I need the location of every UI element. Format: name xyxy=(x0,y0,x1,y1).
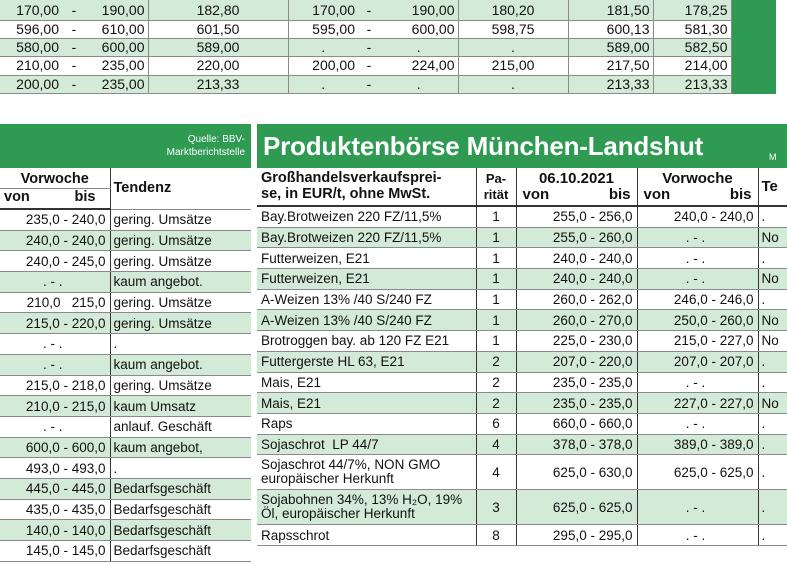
current-price-cell: 625,0 - 630,0 xyxy=(516,455,637,490)
price-cell: 596,00 xyxy=(0,21,62,39)
paritaet-cell: 2 xyxy=(476,351,516,372)
range-cell: 240,0 - 245,0 xyxy=(0,251,110,272)
product-cell: Sojabohnen 34%, 13% H₂O, 19% Öl, europäischer Herkunft xyxy=(257,490,476,525)
paritaet-cell: 1 xyxy=(476,269,516,290)
price-cell: 220,00 xyxy=(148,57,288,75)
table-row xyxy=(257,227,787,248)
prev-price-cell: 389,0 - 389,0 xyxy=(637,434,758,455)
tendenz-cell: gering. Umsätze xyxy=(110,230,251,251)
paritaet-cell: 1 xyxy=(476,248,516,269)
price-cell: . xyxy=(380,75,458,93)
source-note: Quelle: BBV- Marktberichtstelle xyxy=(166,134,245,158)
tendenz-cell: No xyxy=(758,393,787,414)
tendenz-cell: kaum angebot, xyxy=(110,437,251,458)
paritaet-cell: 1 xyxy=(476,289,516,310)
table-row xyxy=(0,354,251,375)
table-row xyxy=(257,525,787,546)
tendenz-cell: gering. Umsätze xyxy=(110,313,251,334)
table-row xyxy=(0,251,251,272)
price-cell: 580,00 xyxy=(0,39,62,57)
prev-price-cell: 240,0 - 240,0 xyxy=(637,206,758,227)
tendenz-cell: anlauf. Geschäft xyxy=(110,416,251,437)
tendenz-cell: No xyxy=(758,310,787,331)
tendenz-cell: . xyxy=(758,289,787,310)
prev-price-cell: . - . xyxy=(637,248,758,269)
table-row xyxy=(257,248,787,269)
vorwoche-header: Vorwoche xyxy=(0,168,110,189)
product-cell: Rapsschrot xyxy=(257,525,476,546)
range-cell: 210,0 - 215,0 xyxy=(0,396,110,417)
price-cell: 178,25 xyxy=(653,0,731,21)
price-cell: 213,33 xyxy=(568,75,653,93)
price-cell: . xyxy=(380,39,458,57)
price-cell: 598,75 xyxy=(458,21,568,39)
paritaet-cell: 4 xyxy=(476,434,516,455)
muenchen-price-table xyxy=(257,168,787,546)
von-header: von xyxy=(4,189,30,205)
table-row xyxy=(0,230,251,251)
current-price-cell: 207,0 - 220,0 xyxy=(516,351,637,372)
price-cell: - xyxy=(358,21,380,39)
prev-price-cell: . - . xyxy=(637,269,758,290)
range-cell: 145,0 - 145,0 xyxy=(0,541,110,562)
product-cell: Mais, E21 xyxy=(257,393,476,414)
bis-header: bis xyxy=(74,189,96,205)
von-bis-header xyxy=(0,189,110,210)
tendenz-cell: kaum angebot. xyxy=(110,354,251,375)
range-cell: . - . xyxy=(0,272,110,293)
vorwoche-header: Vorwoche von bis xyxy=(637,168,758,206)
price-cell: - xyxy=(62,0,86,21)
price-cell: 600,13 xyxy=(568,21,653,39)
range-cell: 493,0 - 493,0 xyxy=(0,458,110,479)
prev-price-cell: 215,0 - 227,0 xyxy=(637,331,758,352)
header-row xyxy=(257,168,787,206)
paritaet-cell: 3 xyxy=(476,490,516,525)
tendenz-cell: . xyxy=(758,351,787,372)
prev-price-cell: 625,0 - 625,0 xyxy=(637,455,758,490)
table-row xyxy=(257,393,787,414)
price-cell: 582,50 xyxy=(653,39,731,57)
table-row xyxy=(0,437,251,458)
price-cell: - xyxy=(62,39,86,57)
green-edge xyxy=(731,57,776,75)
range-cell: 215,0 - 220,0 xyxy=(0,313,110,334)
current-price-cell: 660,0 - 660,0 xyxy=(516,413,637,434)
range-cell: 435,0 - 435,0 xyxy=(0,499,110,520)
panel-title: Produktenbörse München-Landshut xyxy=(263,131,704,161)
paritaet-cell: 4 xyxy=(476,455,516,490)
prev-price-cell: 250,0 - 260,0 xyxy=(637,310,758,331)
prev-price-cell: 246,0 - 246,0 xyxy=(637,289,758,310)
left-panel-banner xyxy=(0,124,251,168)
table-row xyxy=(0,520,251,541)
current-price-cell: 225,0 - 230,0 xyxy=(516,331,637,352)
price-cell: 213,33 xyxy=(653,75,731,93)
tendenz-cell: No xyxy=(758,227,787,248)
product-cell: Sojaschrot 44/7%, NON GMO europäischer Herkunft xyxy=(257,455,476,490)
table-row xyxy=(0,313,251,334)
price-cell: 182,80 xyxy=(148,0,288,21)
tendenz-cell: . xyxy=(758,372,787,393)
table-row xyxy=(257,413,787,434)
tendenz-cell: kaum angebot. xyxy=(110,272,251,293)
current-price-cell: 235,0 - 235,0 xyxy=(516,372,637,393)
paritaet-cell: 2 xyxy=(476,372,516,393)
range-cell: 215,0 - 218,0 xyxy=(0,375,110,396)
tendenz-cell: gering. Umsätze xyxy=(110,375,251,396)
table-row xyxy=(257,331,787,352)
date-header xyxy=(516,168,637,206)
price-cell: 235,00 xyxy=(86,75,148,93)
table-row xyxy=(0,458,251,479)
title-overflow-letter: M xyxy=(769,152,777,162)
table-row xyxy=(0,272,251,293)
paritaet-cell: 1 xyxy=(476,206,516,227)
tendenz-cell: . xyxy=(758,248,787,269)
bis-header: bis xyxy=(729,185,752,203)
price-cell: 589,00 xyxy=(148,39,288,57)
price-cell: - xyxy=(62,75,86,93)
tendenz-cell: Bedarfsgeschäft xyxy=(110,541,251,562)
product-cell: Mais, E21 xyxy=(257,372,476,393)
price-cell: 214,00 xyxy=(653,57,731,75)
table-row xyxy=(0,292,251,313)
header-row xyxy=(0,168,251,189)
price-cell: 190,00 xyxy=(86,0,148,21)
tendenz-cell: gering. Umsätze xyxy=(110,251,251,272)
prev-price-cell: 207,0 - 207,0 xyxy=(637,351,758,372)
green-edge xyxy=(731,0,776,21)
tendenz-cell: . xyxy=(758,206,787,227)
price-cell: . xyxy=(458,75,568,93)
current-price-cell: 240,0 - 240,0 xyxy=(516,248,637,269)
table-row xyxy=(0,396,251,417)
tendenz-cell: Bedarfsgeschäft xyxy=(110,499,251,520)
panel-title-bar xyxy=(257,124,787,168)
range-cell: . - . xyxy=(0,354,110,375)
product-cell: A-Weizen 13% /40 S/240 FZ xyxy=(257,289,476,310)
prev-price-cell: . - . xyxy=(637,525,758,546)
paritaet-cell: 2 xyxy=(476,393,516,414)
tendenz-cell: . xyxy=(758,525,787,546)
price-cell: . xyxy=(288,75,358,93)
table-row xyxy=(0,57,776,75)
range-cell: . - . xyxy=(0,416,110,437)
table-row xyxy=(257,351,787,372)
range-cell: . - . xyxy=(0,334,110,355)
price-cell: . xyxy=(288,39,358,57)
table-row xyxy=(0,478,251,499)
price-cell: 601,50 xyxy=(148,21,288,39)
price-cell: 180,20 xyxy=(458,0,568,21)
price-cell: 600,00 xyxy=(380,21,458,39)
tendenz-cell: No xyxy=(758,269,787,290)
price-cell: 595,00 xyxy=(288,21,358,39)
price-cell: - xyxy=(62,21,86,39)
table-row xyxy=(257,490,787,525)
price-cell: - xyxy=(358,75,380,93)
product-cell: A-Weizen 13% /40 S/240 FZ xyxy=(257,310,476,331)
price-cell: 600,00 xyxy=(86,39,148,57)
current-price-cell: 625,0 - 625,0 xyxy=(516,490,637,525)
paritaet-cell: 6 xyxy=(476,413,516,434)
paritaet-header: Pa- rität xyxy=(476,168,516,206)
table-row xyxy=(0,416,251,437)
paritaet-cell: 8 xyxy=(476,525,516,546)
product-cell: Raps xyxy=(257,413,476,434)
product-cell: Futtergerste HL 63, E21 xyxy=(257,351,476,372)
paritaet-cell: 1 xyxy=(476,310,516,331)
price-cell: - xyxy=(358,57,380,75)
price-cell: 181,50 xyxy=(568,0,653,21)
table-row xyxy=(257,269,787,290)
table-row xyxy=(0,21,776,39)
tendenz-cell: kaum Umsatz xyxy=(110,396,251,417)
upper-price-table xyxy=(0,0,776,94)
range-cell: 445,0 - 445,0 xyxy=(0,478,110,499)
product-cell: Brotroggen bay. ab 120 FZ E21 xyxy=(257,331,476,352)
table-row xyxy=(257,372,787,393)
tendenz-header: Tendenz xyxy=(110,168,251,209)
product-cell: Futterweizen, E21 xyxy=(257,269,476,290)
range-cell: 240,0 - 240,0 xyxy=(0,230,110,251)
current-price-cell: 235,0 - 235,0 xyxy=(516,393,637,414)
von-header: von xyxy=(643,185,671,203)
price-cell: 215,00 xyxy=(458,57,568,75)
paritaet-cell: 1 xyxy=(476,227,516,248)
report-date: 06.10.2021 xyxy=(538,169,615,187)
current-price-cell: 295,0 - 295,0 xyxy=(516,525,637,546)
table-row xyxy=(0,75,776,93)
table-row xyxy=(257,206,787,227)
prev-price-cell: . - . xyxy=(637,227,758,248)
table-row xyxy=(0,541,251,562)
tendenz-cell: . xyxy=(758,413,787,434)
current-price-cell: 240,0 - 240,0 xyxy=(516,269,637,290)
muenchen-landshut-panel xyxy=(257,124,787,546)
price-cell: 235,00 xyxy=(86,57,148,75)
tendenz-cell: . xyxy=(110,458,251,479)
table-row xyxy=(257,310,787,331)
table-row xyxy=(0,499,251,520)
range-cell: 210,0 215,0 xyxy=(0,292,110,313)
prev-price-cell: . - . xyxy=(637,372,758,393)
tendenz-cell: gering. Umsätze xyxy=(110,292,251,313)
bbv-price-table xyxy=(0,168,251,562)
bbv-market-panel xyxy=(0,124,251,562)
table-row xyxy=(257,434,787,455)
table-row xyxy=(257,455,787,490)
current-price-cell: 255,0 - 256,0 xyxy=(516,206,637,227)
von-header: von xyxy=(522,185,550,203)
tendenz-cell: . xyxy=(758,455,787,490)
range-cell: 600,0 - 600,0 xyxy=(0,437,110,458)
tendenz-cell: No xyxy=(758,331,787,352)
current-price-cell: 255,0 - 260,0 xyxy=(516,227,637,248)
price-cell: - xyxy=(358,39,380,57)
green-edge xyxy=(731,39,776,57)
tendenz-cell: . xyxy=(758,490,787,525)
current-price-cell: 378,0 - 378,0 xyxy=(516,434,637,455)
green-edge xyxy=(731,75,776,93)
tendenz-cell: . xyxy=(758,434,787,455)
tendenz-cell: Bedarfsgeschäft xyxy=(110,520,251,541)
table-row xyxy=(0,334,251,355)
price-cell: 170,00 xyxy=(288,0,358,21)
tendenz-cell: Bedarfsgeschäft xyxy=(110,478,251,499)
price-cell: 200,00 xyxy=(288,57,358,75)
price-cell: 224,00 xyxy=(380,57,458,75)
price-cell: 589,00 xyxy=(568,39,653,57)
range-cell: 140,0 - 140,0 xyxy=(0,520,110,541)
green-edge xyxy=(731,21,776,39)
price-cell: 217,50 xyxy=(568,57,653,75)
price-cell: - xyxy=(358,0,380,21)
prev-price-cell: 227,0 - 227,0 xyxy=(637,393,758,414)
product-cell: Bay.Brotweizen 220 FZ/11,5% xyxy=(257,227,476,248)
table-row xyxy=(0,375,251,396)
paritaet-cell: 1 xyxy=(476,331,516,352)
price-cell: 581,30 xyxy=(653,21,731,39)
price-cell: - xyxy=(62,57,86,75)
tendenz-cell: . xyxy=(110,334,251,355)
table-row xyxy=(0,39,776,57)
price-cell: 610,00 xyxy=(86,21,148,39)
table-row xyxy=(0,0,776,21)
price-cell: 190,00 xyxy=(380,0,458,21)
price-cell: 210,00 xyxy=(0,57,62,75)
bis-header: bis xyxy=(608,185,631,203)
prev-price-cell: . - . xyxy=(637,413,758,434)
table-row xyxy=(0,209,251,230)
price-cell: 170,00 xyxy=(0,0,62,21)
tendenz-cell: gering. Umsätze xyxy=(110,209,251,230)
table-row xyxy=(257,289,787,310)
price-cell: 200,00 xyxy=(0,75,62,93)
product-header: Großhandelsverkaufsprei- se, in EUR/t, ohne MwSt. xyxy=(257,168,476,206)
prev-price-cell: . - . xyxy=(637,490,758,525)
current-price-cell: 260,0 - 270,0 xyxy=(516,310,637,331)
product-cell: Bay.Brotweizen 220 FZ/11,5% xyxy=(257,206,476,227)
tendenz-header: Te xyxy=(758,168,787,206)
price-cell: . xyxy=(458,39,568,57)
product-cell: Sojaschrot LP 44/7 xyxy=(257,434,476,455)
range-cell: 235,0 - 240,0 xyxy=(0,209,110,230)
product-cell: Futterweizen, E21 xyxy=(257,248,476,269)
price-cell: 213,33 xyxy=(148,75,288,93)
current-price-cell: 260,0 - 262,0 xyxy=(516,289,637,310)
